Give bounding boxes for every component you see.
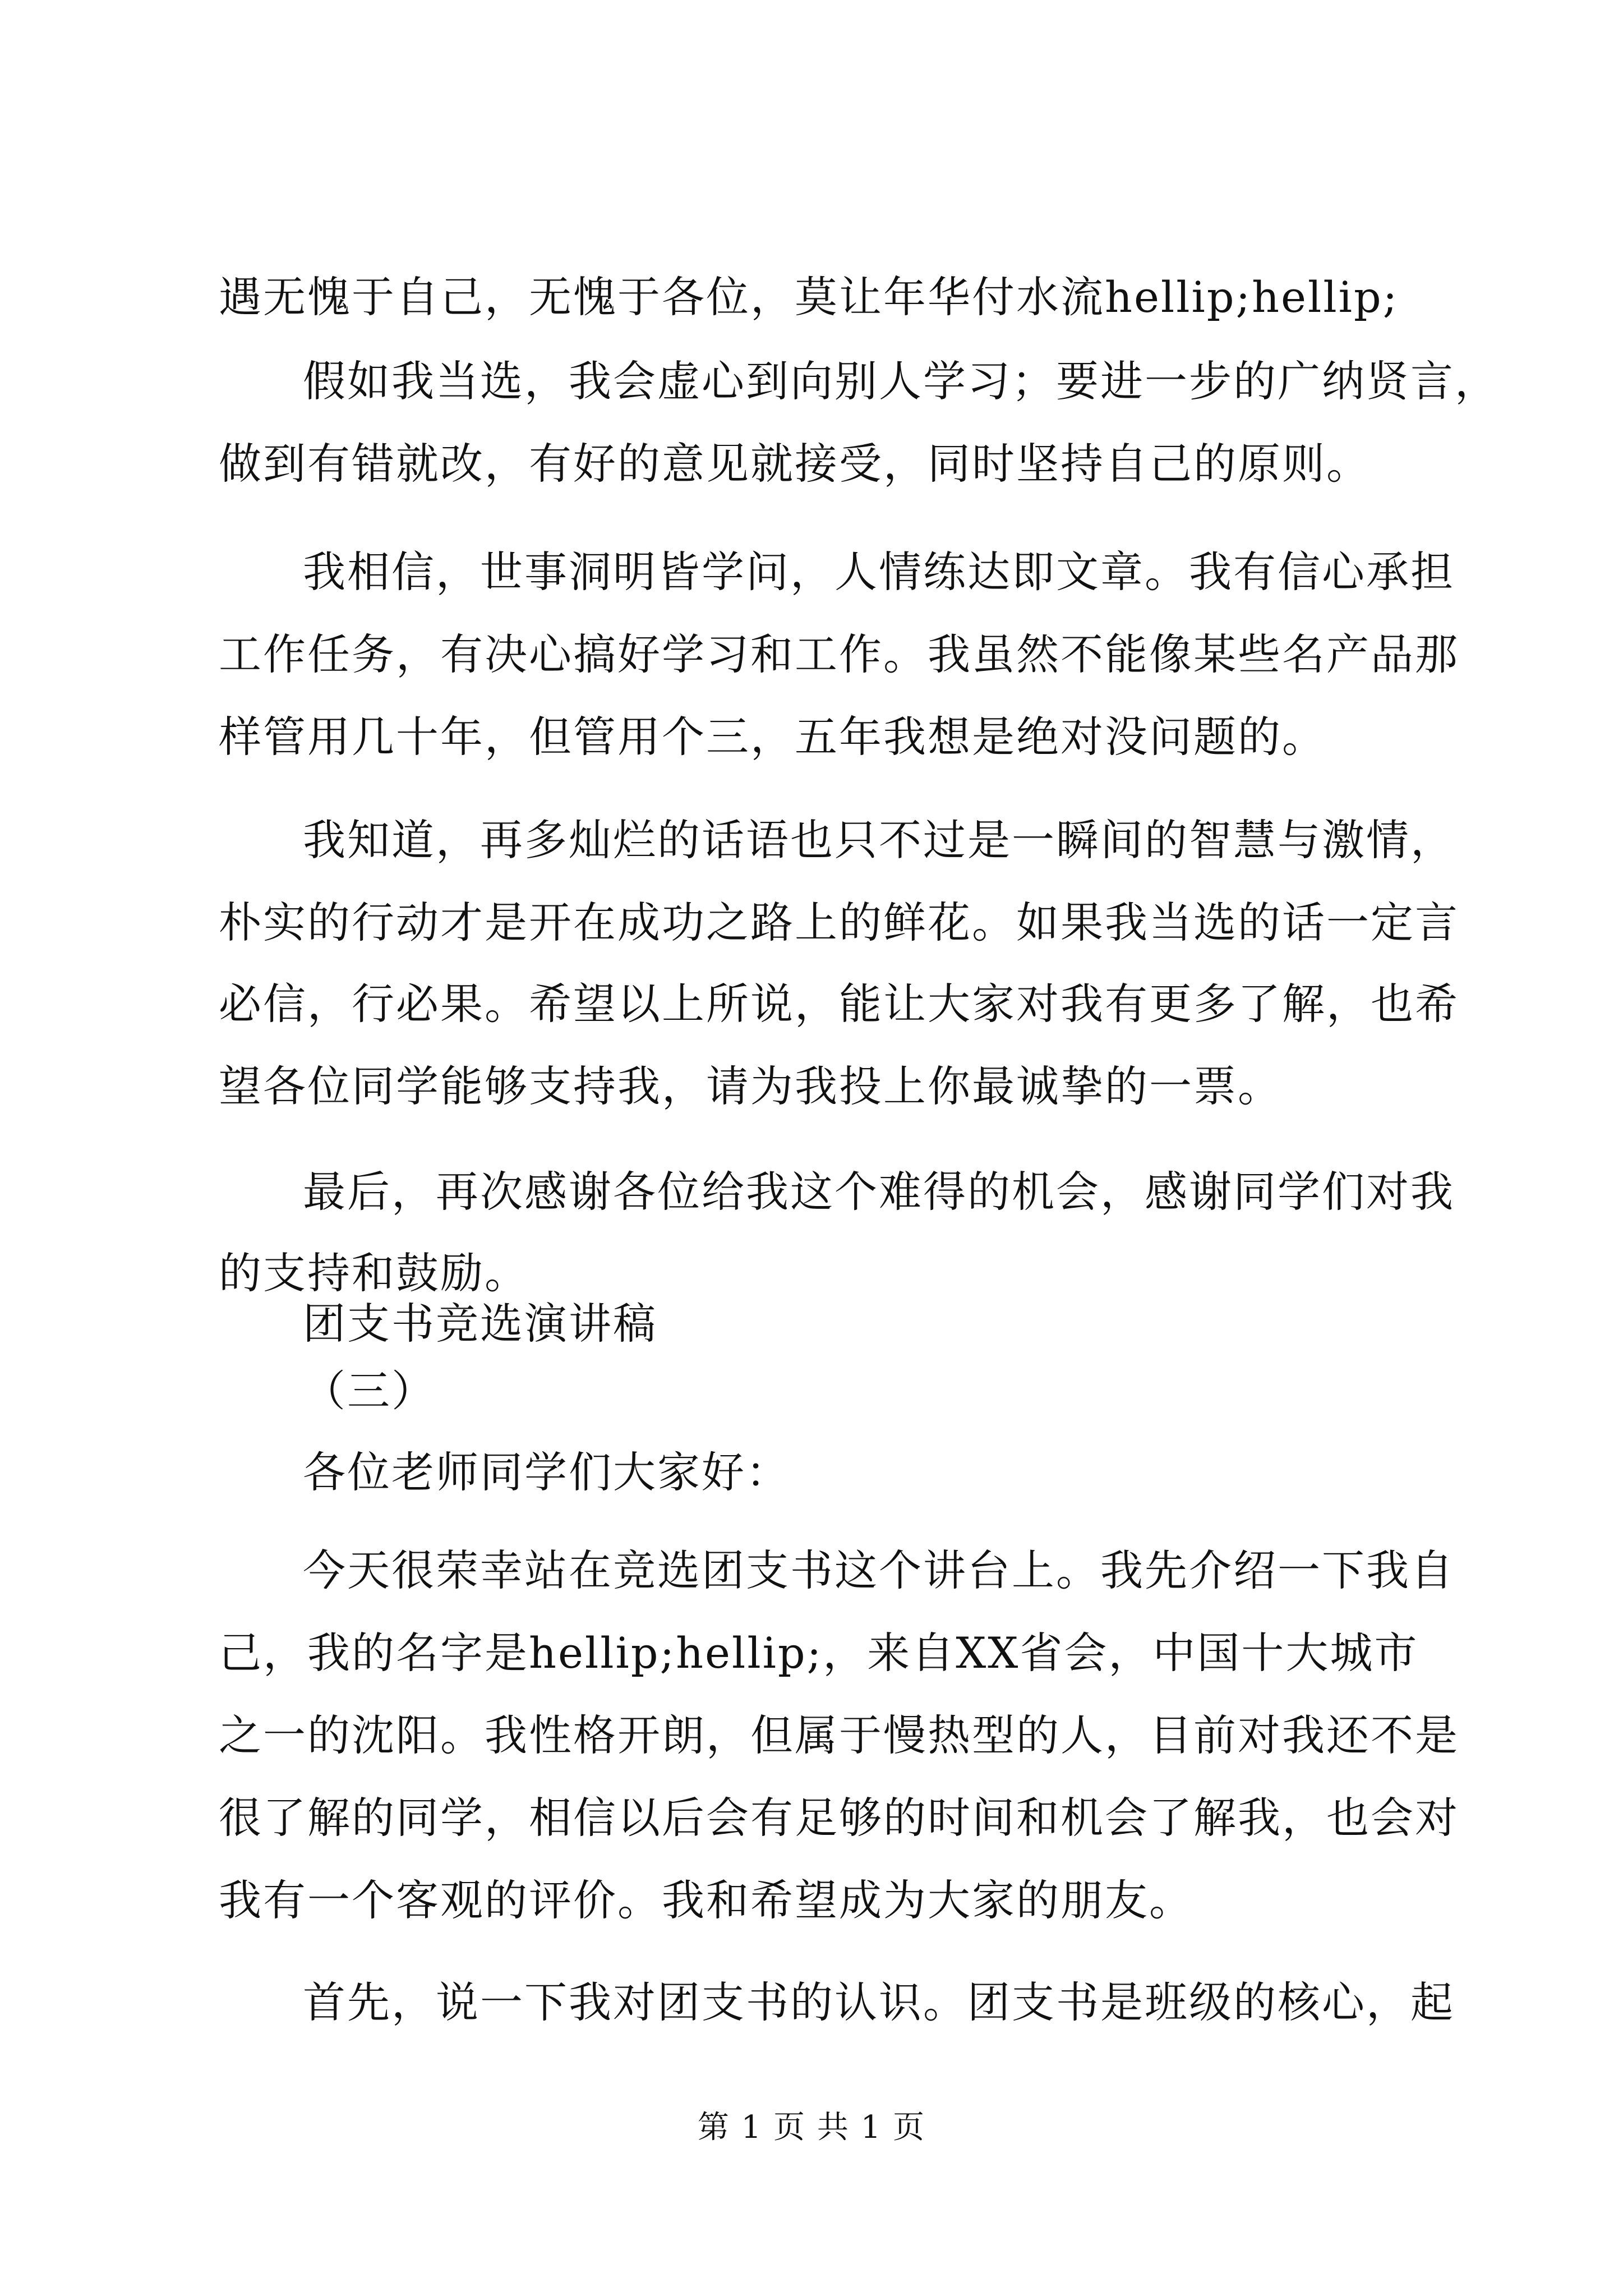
text-line: 朴实的行动才是开在成功之路上的鲜花。如果我当选的话一定言 [219, 898, 1459, 947]
text-line: 望各位同学能够支持我，请为我投上你最诚挚的一票。 [219, 1061, 1282, 1111]
text-line: 的支持和鼓励。 [219, 1248, 529, 1298]
text-line: 首先，说一下我对团支书的认识。团支书是班级的核心，起 [303, 1977, 1455, 2027]
text-line: 假如我当选，我会虚心到向别人学习；要进一步的广纳贤言， [303, 356, 1499, 406]
section-number: （三） [303, 1366, 436, 1416]
text-line: 我相信，世事洞明皆学问，人情练达即文章。我有信心承担 [303, 547, 1455, 597]
text-line: 今天很荣幸站在竞选团支书这个讲台上。我先介绍一下我自 [303, 1545, 1455, 1595]
page-footer: 第 1 页 共 1 页 [697, 2109, 926, 2146]
text-line: 必信，行必果。希望以上所说，能让大家对我有更多了解，也希 [219, 979, 1459, 1029]
text-line: 之一的沈阳。我性格开朗，但属于慢热型的人，目前对我还不是 [219, 1710, 1459, 1760]
text-line: 遇无愧于自己，无愧于各位，莫让年华付水流hellip;hellip; [219, 272, 1399, 322]
text-line: 我有一个客观的评价。我和希望成为大家的朋友。 [219, 1875, 1193, 1925]
text-line: 最后，再次感谢各位给我这个难得的机会，感谢同学们对我 [303, 1167, 1455, 1217]
text-line: 做到有错就改，有好的意见就接受，同时坚持自己的原则。 [219, 439, 1371, 489]
text-line: 很了解的同学，相信以后会有足够的时间和机会了解我，也会对 [219, 1793, 1459, 1843]
text-line: 工作任务，有决心搞好学习和工作。我虽然不能像某些名产品那 [219, 629, 1459, 679]
text-line: 样管用几十年，但管用个三，五年我想是绝对没问题的。 [219, 712, 1326, 762]
salutation: 各位老师同学们大家好： [303, 1447, 790, 1497]
text-line: 己，我的名字是hellip;hellip;，来自XX省会，中国十大城市 [219, 1628, 1419, 1678]
section-title: 团支书竞选演讲稿 [303, 1299, 657, 1349]
text-line: 我知道，再多灿烂的话语也只不过是一瞬间的智慧与激情， [303, 815, 1455, 865]
